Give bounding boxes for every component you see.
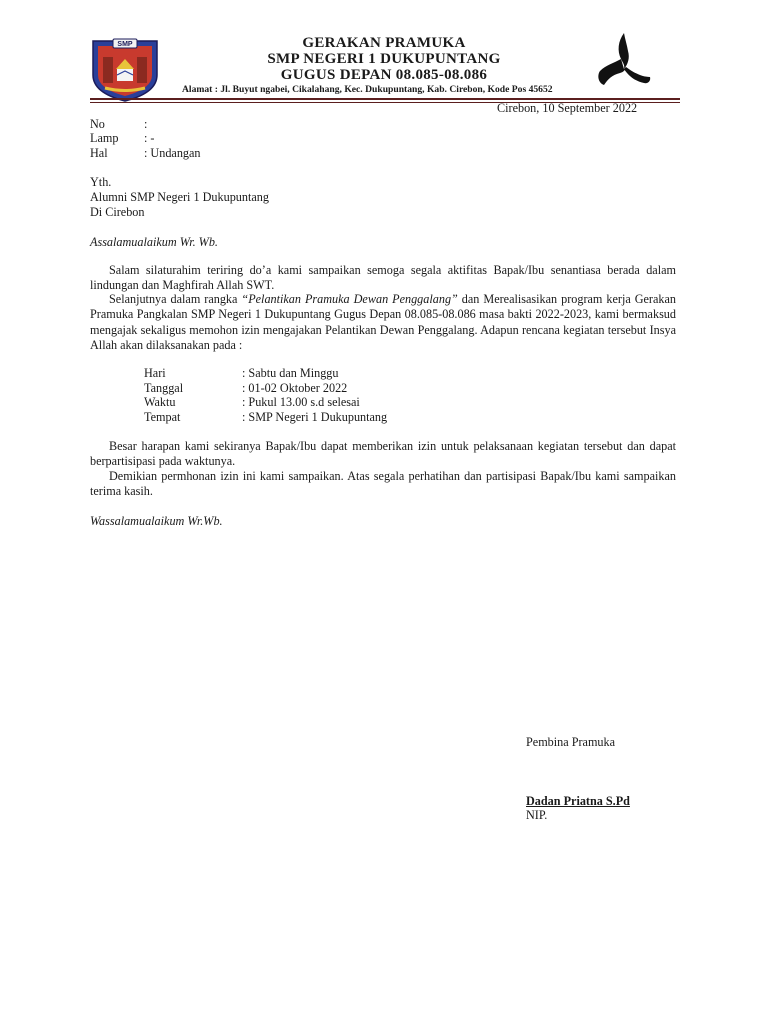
event-name-quote: “Pelantikan Pramuka Dewan Penggalang” — [241, 292, 458, 306]
letterhead-org: GERAKAN PRAMUKA — [302, 35, 466, 51]
detail-label-tempat: Tempat — [144, 410, 181, 424]
body-paragraph-2-lead: Selanjutnya dalam rangka — [109, 292, 242, 306]
ref-value-hal: : Undangan — [144, 146, 201, 160]
letterhead-school: SMP NEGERI 1 DUKUPUNTANG — [267, 51, 501, 67]
ref-value-no: : — [144, 117, 148, 131]
recipient-salutation: Yth. — [90, 175, 112, 189]
letter-date: Cirebon, 10 September 2022 — [497, 101, 638, 115]
greeting: Assalamualaikum Wr. Wb. — [90, 235, 218, 249]
ref-label-hal: Hal — [90, 146, 108, 160]
ref-label-lamp: Lamp — [90, 131, 119, 145]
body-paragraph-1: Salam silaturahim teriring do’a kami sampaikan semoga segala aktifitas Bapak/Ibu senantiasa berada dalam lindungan dan Maghfirah Allah SWT. — [90, 263, 676, 293]
detail-label-waktu: Waktu — [144, 395, 176, 409]
detail-value-tempat: : SMP Negeri 1 Dukupuntang — [242, 410, 388, 424]
body-paragraph-2 — [90, 292, 676, 353]
recipient-name: Alumni SMP Negeri 1 Dukupuntang — [90, 190, 269, 204]
body-paragraph-4: Demikian permhonan izin ini kami sampaikan. Atas segala perhatihan dan partisipasi Bapak/Ibu kami sampaikan terima kasih. — [90, 469, 676, 499]
ref-label-no: No — [90, 117, 105, 131]
body-paragraph-3: Besar harapan kami sekiranya Bapak/Ibu dapat memberikan izin untuk pelaksanaan kegiatan tersebut dan dapat berpartisipasi pada waktunya. — [90, 439, 676, 469]
recipient-location: Di Cirebon — [90, 205, 145, 219]
detail-value-hari: : Sabtu dan Minggu — [242, 366, 339, 380]
letterhead-divider — [90, 98, 680, 100]
signature-nip: NIP. — [526, 808, 548, 822]
closing: Wassalamualaikum Wr.Wb. — [90, 514, 223, 528]
letterhead-address: Alamat : Jl. Buyut ngabei, Cikalahang, Kec. Dukupuntang, Kab. Cirebon, Kode Pos 45652 — [182, 84, 553, 95]
detail-label-tanggal: Tanggal — [144, 381, 184, 395]
body-paragraph-2-rest: dan Merealisasikan program kerja Gerakan Pramuka Pangkalan SMP Negeri 1 Dukupuntang Gugus Depan 08.085-08.086 masa bakti 2022-2023, kami bermaksud mengajak sekaligus memohon izin mengajakan Pelantikan Dewan Penggalang. Adapun rencana kegiatan tersebut Insya Allah akan dilaksanakan pada : — [90, 292, 676, 352]
signature-title: Pembina Pramuka — [526, 735, 616, 749]
detail-label-hari: Hari — [144, 366, 166, 380]
ref-value-lamp: : - — [144, 131, 155, 145]
detail-value-tanggal: : 01-02 Oktober 2022 — [242, 381, 348, 395]
letterhead-unit: GUGUS DEPAN 08.085-08.086 — [280, 67, 488, 83]
detail-value-waktu: : Pukul 13.00 s.d selesai — [242, 395, 360, 409]
svg-text:SMP: SMP — [117, 41, 133, 48]
signature-name: Dadan Priatna S.Pd — [526, 794, 630, 808]
